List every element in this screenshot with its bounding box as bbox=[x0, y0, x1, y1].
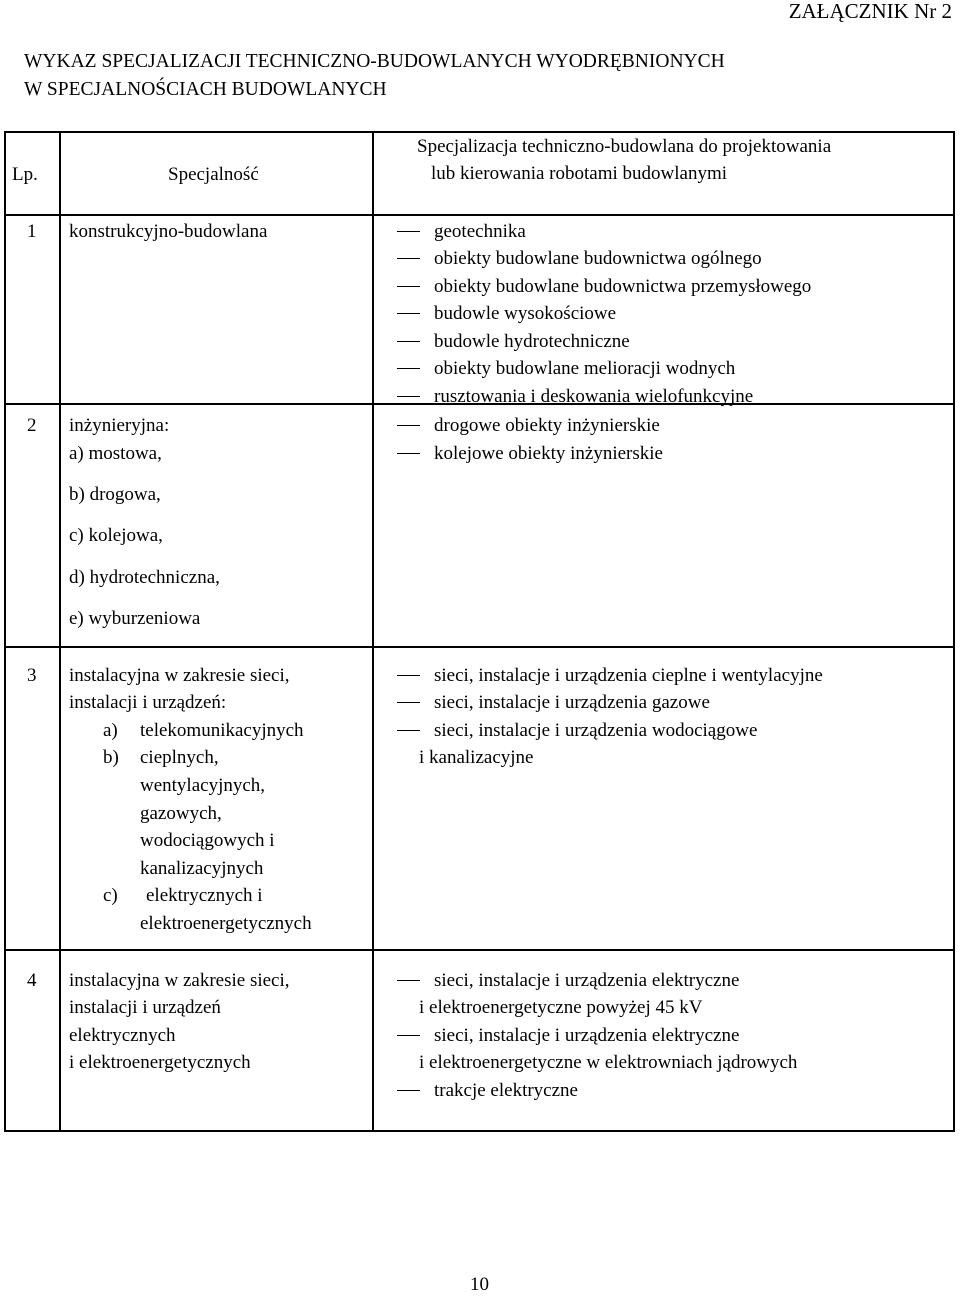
table-border-bottom bbox=[4, 1130, 955, 1132]
row-2-number: 2 bbox=[27, 415, 37, 436]
header-specialization-line-1: Specjalizacja techniczno-budowlana do projektowania bbox=[417, 136, 832, 157]
dash-bullet bbox=[397, 702, 420, 703]
document-title-line-1: WYKAZ SPECJALIZACJI TECHNICZNO-BUDOWLANYCH WYODRĘBNIONYCH bbox=[24, 51, 725, 72]
dash-bullet bbox=[397, 980, 420, 981]
dash-bullet bbox=[397, 1035, 420, 1036]
row-1-number: 1 bbox=[27, 221, 37, 242]
row-1-spec-item: geotechnika bbox=[397, 218, 526, 245]
row-4-specialty: elektrycznych bbox=[69, 1025, 176, 1046]
row-3-number: 3 bbox=[27, 665, 37, 686]
attachment-label: ZAŁĄCZNIK Nr 2 bbox=[788, 0, 952, 23]
row-3-item-text: kanalizacyjnych bbox=[140, 858, 264, 879]
table-border-left bbox=[4, 131, 6, 1132]
row-4-spec-item-continuation: i elektroenergetyczne powyżej 45 kV bbox=[419, 997, 703, 1018]
row-3-item-label: b) bbox=[103, 747, 119, 768]
row-2-spec-item: kolejowe obiekty inżynierskie bbox=[397, 440, 663, 467]
dash-bullet bbox=[397, 341, 420, 342]
row-2-subtype: a) mostowa, bbox=[69, 443, 162, 464]
row-4-spec-item: trakcje elektryczne bbox=[397, 1077, 578, 1104]
table-border-right bbox=[953, 131, 955, 1132]
row-divider-2 bbox=[4, 646, 955, 648]
row-2-specialty: inżynieryjna: bbox=[69, 415, 170, 436]
dash-bullet bbox=[397, 286, 420, 287]
row-3-spec-item: sieci, instalacje i urządzenia cieplne i wentylacyjne bbox=[397, 662, 823, 689]
dash-bullet bbox=[397, 675, 420, 676]
row-4-number: 4 bbox=[27, 970, 37, 991]
document-title-line-2: W SPECJALNOŚCIACH BUDOWLANYCH bbox=[24, 79, 387, 100]
dash-bullet bbox=[397, 258, 420, 259]
dash-bullet bbox=[397, 368, 420, 369]
row-3-item-text: gazowych, bbox=[140, 803, 222, 824]
dash-bullet bbox=[397, 396, 420, 397]
row-3-item-text: elektroenergetycznych bbox=[140, 913, 312, 934]
dash-bullet bbox=[397, 313, 420, 314]
row-divider-3 bbox=[4, 949, 955, 951]
row-3-spec-item: sieci, instalacje i urządzenia wodociągowe bbox=[397, 717, 757, 744]
header-lp: Lp. bbox=[12, 164, 38, 185]
page-number: 10 bbox=[470, 1274, 489, 1295]
row-1-specialty: konstrukcyjno-budowlana bbox=[69, 221, 268, 242]
row-2-subtype: d) hydrotechniczna, bbox=[69, 567, 220, 588]
dash-bullet bbox=[397, 1090, 420, 1091]
row-2-subtype: b) drogowa, bbox=[69, 484, 161, 505]
row-1-spec-item: obiekty budowlane budownictwa ogólnego bbox=[397, 245, 762, 272]
row-3-item-label: c) bbox=[103, 885, 118, 906]
row-1-spec-item: rusztowania i deskowania wielofunkcyjne bbox=[397, 383, 753, 410]
dash-bullet bbox=[397, 231, 420, 232]
row-2-subtype: c) kolejowa, bbox=[69, 525, 163, 546]
row-2-subtype: e) wyburzeniowa bbox=[69, 608, 201, 629]
row-3-item-label: a) bbox=[103, 720, 118, 741]
row-4-spec-item: sieci, instalacje i urządzenia elektryczne bbox=[397, 967, 739, 994]
dash-bullet bbox=[397, 453, 420, 454]
header-specialty: Specjalność bbox=[168, 164, 259, 185]
column-divider-1 bbox=[59, 131, 61, 1132]
row-4-specialty: instalacji i urządzeń bbox=[69, 997, 221, 1018]
header-divider bbox=[4, 214, 955, 216]
row-3-spec-item: sieci, instalacje i urządzenia gazowe bbox=[397, 689, 710, 716]
row-4-specialty: i elektroenergetycznych bbox=[69, 1052, 251, 1073]
row-1-spec-item: obiekty budowlane budownictwa przemysłowego bbox=[397, 273, 811, 300]
row-3-item-text: wentylacyjnych, bbox=[140, 775, 266, 796]
row-4-spec-item: sieci, instalacje i urządzenia elektryczne bbox=[397, 1022, 739, 1049]
row-3-specialty: instalacyjna w zakresie sieci, bbox=[69, 665, 290, 686]
row-3-spec-item-continuation: i kanalizacyjne bbox=[419, 747, 534, 768]
row-3-item-text: elektrycznych i bbox=[146, 885, 263, 906]
row-1-spec-item: budowle wysokościowe bbox=[397, 300, 616, 327]
dash-bullet bbox=[397, 730, 420, 731]
dash-bullet bbox=[397, 425, 420, 426]
row-3-specialty: instalacji i urządzeń: bbox=[69, 692, 227, 713]
row-4-spec-item-continuation: i elektroenergetyczne w elektrowniach jądrowych bbox=[419, 1052, 798, 1073]
column-divider-2 bbox=[372, 131, 374, 1132]
row-2-spec-item: drogowe obiekty inżynierskie bbox=[397, 412, 660, 439]
row-4-specialty: instalacyjna w zakresie sieci, bbox=[69, 970, 290, 991]
row-1-spec-item: obiekty budowlane melioracji wodnych bbox=[397, 355, 735, 382]
row-3-item-text: telekomunikacyjnych bbox=[140, 720, 304, 741]
row-3-item-text: wodociągowych i bbox=[140, 830, 275, 851]
row-3-item-text: cieplnych, bbox=[140, 747, 219, 768]
row-1-spec-item: budowle hydrotechniczne bbox=[397, 328, 630, 355]
header-specialization-line-2: lub kierowania robotami budowlanymi bbox=[431, 163, 728, 184]
